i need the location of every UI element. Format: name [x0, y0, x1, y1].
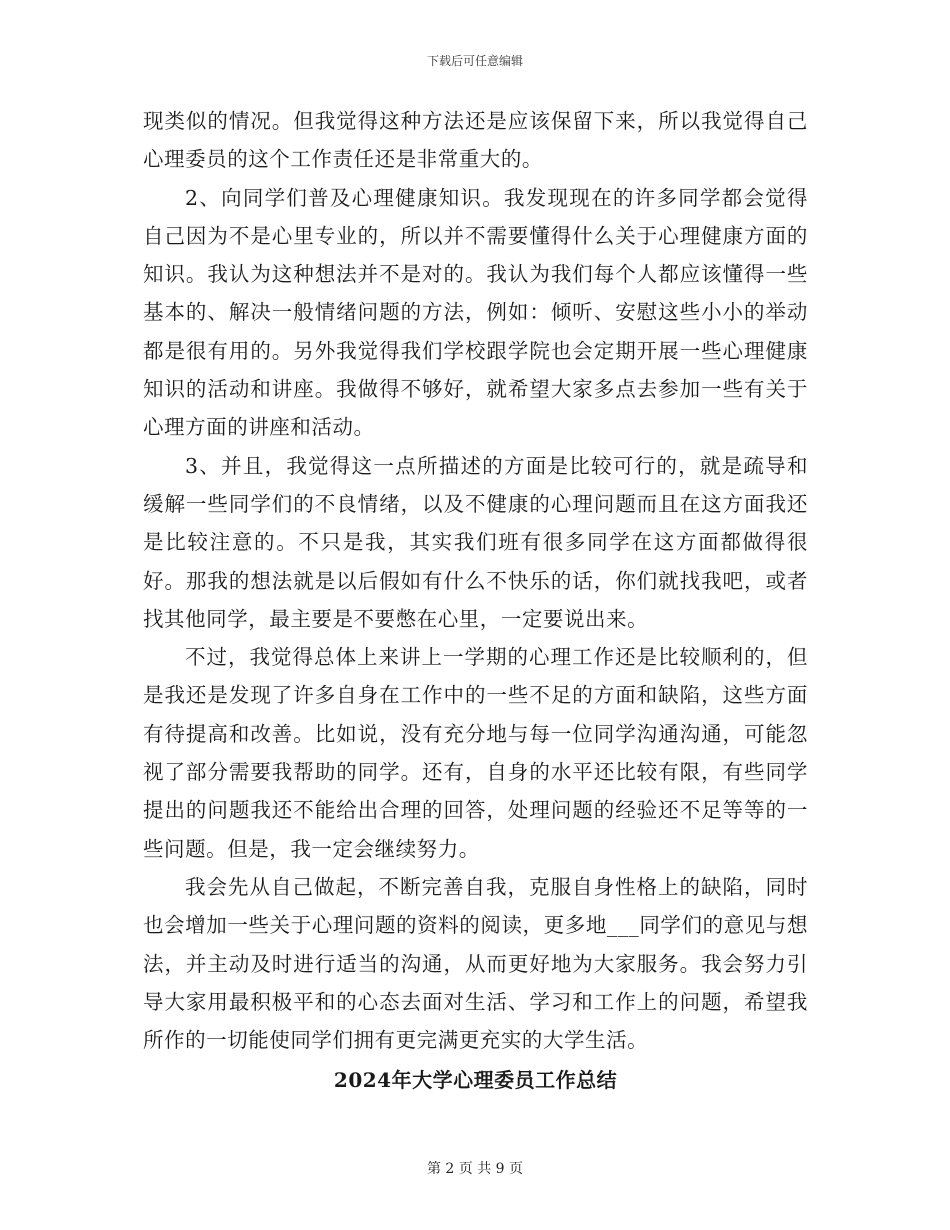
- paragraph-continuation: 现类似的情况。但我觉得这种方法还是应该保留下来，所以我觉得自己心理委员的这个工作责任还是非常重大的。: [143, 109, 808, 172]
- paragraph-plans: 我会先从自己做起，不断完善自我，克服自身性格上的缺陷，同时也会增加一些关于心理问题的资料的阅读，更多地___同学们的意见与想法，并主动及时进行适当的沟通，从而更好地为大家服务。我会努力引导大家用最积极平和的心态去面对生活、学习和工作上的问题，希望我所作的一切能使同学们拥有更完满更充实的大学生活。: [143, 874, 808, 1053]
- page-number: 第 2 页 共 9 页: [426, 1161, 524, 1177]
- document-title: 2024年大学心理委员工作总结: [333, 1068, 618, 1093]
- page-header: 下载后可任意编辑: [426, 54, 523, 68]
- document-body: [143, 102, 808, 1099]
- paragraph-shortcomings: 不过，我觉得总体上来讲上一学期的心理工作还是比较顺利的，但是我还是发现了许多自身在工作中的一些不足的方面和缺陷，这些方面有待提高和改善。比如说，没有充分地与每一位同学沟通沟通，可能忽视了部分需要我帮助的同学。还有，自身的水平还比较有限，有些同学提出的问题我还不能给出合理的回答，处理问题的经验还不足等等的一些问题。但是，我一定会继续努力。: [143, 645, 808, 861]
- paragraph-point-3: 3、并且，我觉得这一点所描述的方面是比较可行的，就是疏导和缓解一些同学们的不良情绪，以及不健康的心理问题而且在这方面我还是比较注意的。不只是我，其实我们班有很多同学在这方面都做得很好。那我的想法就是以后假如有什么不快乐的话，你们就找我吧，或者找其他同学，最主要是不要憋在心里，一定要说出来。: [143, 453, 808, 631]
- paragraph-point-2: 2、向同学们普及心理健康知识。我发现现在的许多同学都会觉得自己因为不是心里专业的，所以并不需要懂得什么关于心理健康方面的知识。我认为这种想法并不是对的。我认为我们每个人都应该懂得一些基本的、解决一般情绪问题的方法，例如：倾听、安慰这些小小的举动都是很有用的。另外我觉得我们学校跟学院也会定期开展一些心理健康知识的活动和讲座。我做得不够好，就希望大家多点去参加一些有关于心理方面的讲座和活动。: [143, 185, 808, 440]
